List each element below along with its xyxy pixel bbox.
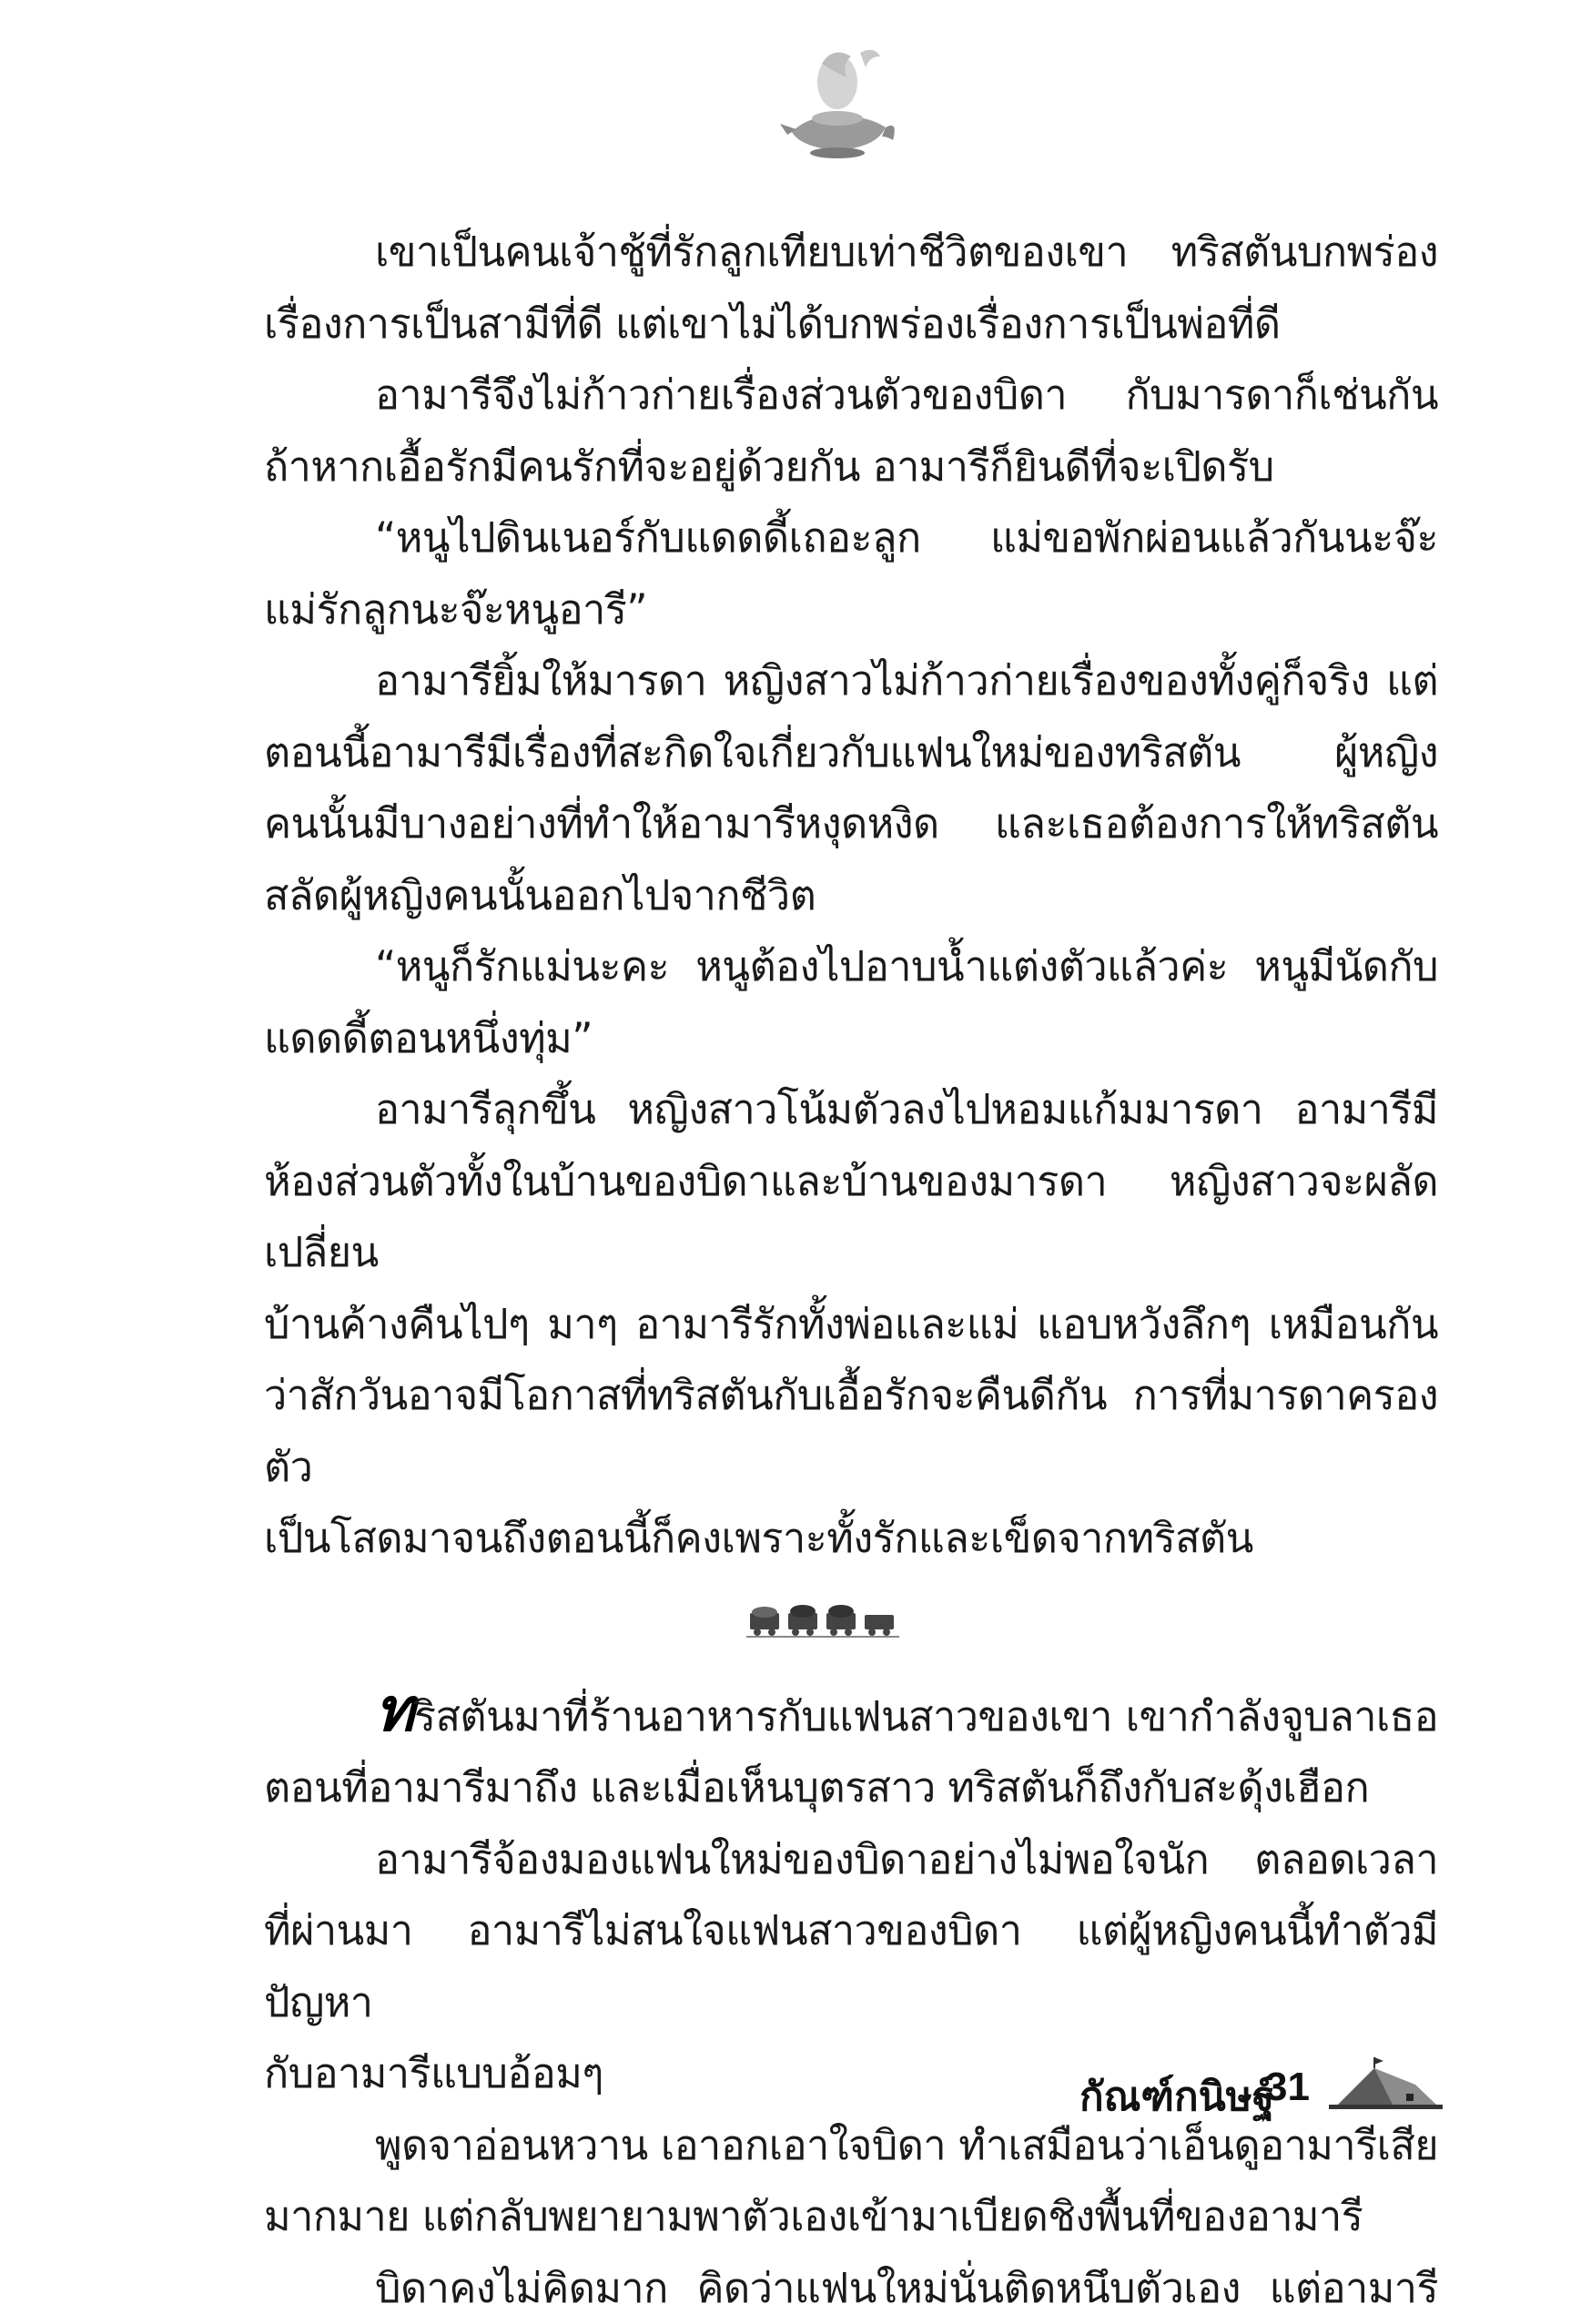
- text-line: สลัดผู้หญิงคนนั้นออกไปจากชีวิต: [264, 860, 1438, 932]
- genie-lamp-icon: [778, 46, 897, 168]
- text-line: ว่าสักวันอาจมีโอกาสที่ทริสตันกับเอื้อรักจะคืนดีกัน การที่มารดาครองตัว: [264, 1360, 1438, 1503]
- text-line: อามารีลุกขึ้น หญิงสาวโน้มตัวลงไปหอมแก้มมารดา อามารีมี: [264, 1074, 1438, 1146]
- body-text: [264, 217, 1438, 2324]
- text-line: ทริสตันมาที่ร้านอาหารกับแฟนสาวของเขา เขากำลังจูบลาเธอ: [264, 1675, 1438, 1753]
- text-line: คนนั้นมีบางอย่างที่ทำให้อามารีหงุดหงิด และเธอต้องการให้ทริสตัน: [264, 788, 1438, 860]
- text-line: แดดดี้ตอนหนึ่งทุ่ม”: [264, 1003, 1438, 1075]
- text-line: เขาเป็นคนเจ้าชู้ที่รักลูกเทียบเท่าชีวิตของเขา ทริสตันบกพร่อง: [264, 217, 1438, 289]
- section-divider: [264, 1575, 1438, 1675]
- text-line: ห้องส่วนตัวทั้งในบ้านของบิดาและบ้านของมารดา หญิงสาวจะผลัดเปลี่ยน: [264, 1146, 1438, 1289]
- mine-cart-divider-icon: [746, 1602, 901, 1639]
- text-line: เป็นโสดมาจนถึงตอนนี้ก็คงเพราะทั้งรักและเข็ดจากทริสตัน: [264, 1503, 1438, 1575]
- text-line: “หนูไปดินเนอร์กับแดดดี้เถอะลูก แม่ขอพักผ่อนแล้วกันนะจ๊ะ: [264, 502, 1438, 574]
- text-line: ถ้าหากเอื้อรักมีคนรักที่จะอยู่ด้วยกัน อามารีก็ยินดีที่จะเปิดรับ: [264, 431, 1438, 503]
- text-line: “หนูก็รักแม่นะคะ หนูต้องไปอาบน้ำแต่งตัวแล้วค่ะ หนูมีนัดกับ: [264, 931, 1438, 1003]
- text-line: ที่ผ่านมา อามารีไม่สนใจแฟนสาวของบิดา แต่ผู้หญิงคนนี้ทำตัวมีปัญหา: [264, 1895, 1438, 2038]
- text-line: อามารีจ้องมองแฟนใหม่ของบิดาอย่างไม่พอใจนัก ตลอดเวลา: [264, 1824, 1438, 1896]
- page-footer: [983, 2057, 1456, 2130]
- book-title: กัณฑ์กนิษฐ์: [1079, 2065, 1274, 2128]
- text-line: ตอนนี้อามารีมีเรื่องที่สะกิดใจเกี่ยวกับแฟนใหม่ของทริสตัน ผู้หญิง: [264, 717, 1438, 789]
- text-line: พูดจาอ่อนหวาน เอาอกเอาใจบิดา ทำเสมือนว่าเอ็นดูอามารีเสีย: [264, 2110, 1438, 2182]
- tent-icon: [1329, 2057, 1443, 2112]
- text-line: เรื่องการเป็นสามีที่ดี แต่เขาไม่ได้บกพร่องเรื่องการเป็นพ่อที่ดี: [264, 289, 1438, 360]
- text-line: อามารีจึงไม่ก้าวก่ายเรื่องส่วนตัวของบิดา กับมารดาก็เช่นกัน: [264, 360, 1438, 431]
- drop-cap: ท: [375, 1675, 414, 1745]
- text-line: กับอามารีแบบอ้อมๆ: [264, 2038, 1438, 2110]
- text-line: บ้านค้างคืนไปๆ มาๆ อามารีรักทั้งพ่อและแม่ แอบหวังลึกๆ เหมือนกัน: [264, 1289, 1438, 1361]
- text-line: แม่รักลูกนะจ๊ะหนูอารี”: [264, 574, 1438, 646]
- text-line: ตอนที่อามารีมาถึง และเมื่อเห็นบุตรสาว ทริสตันก็ถึงกับสะดุ้งเฮือก: [264, 1752, 1438, 1824]
- text-line: บิดาคงไม่คิดมาก คิดว่าแฟนใหม่นั่นติดหนึบตัวเอง แต่อามารี: [264, 2253, 1438, 2324]
- page-number: 31: [1265, 2065, 1310, 2110]
- text-line: อามารียิ้มให้มารดา หญิงสาวไม่ก้าวก่ายเรื่องของทั้งคู่ก็จริง แต่: [264, 645, 1438, 717]
- text-line: มากมาย แต่กลับพยายามพาตัวเองเข้ามาเบียดชิงพื้นที่ของอามารี: [264, 2181, 1438, 2253]
